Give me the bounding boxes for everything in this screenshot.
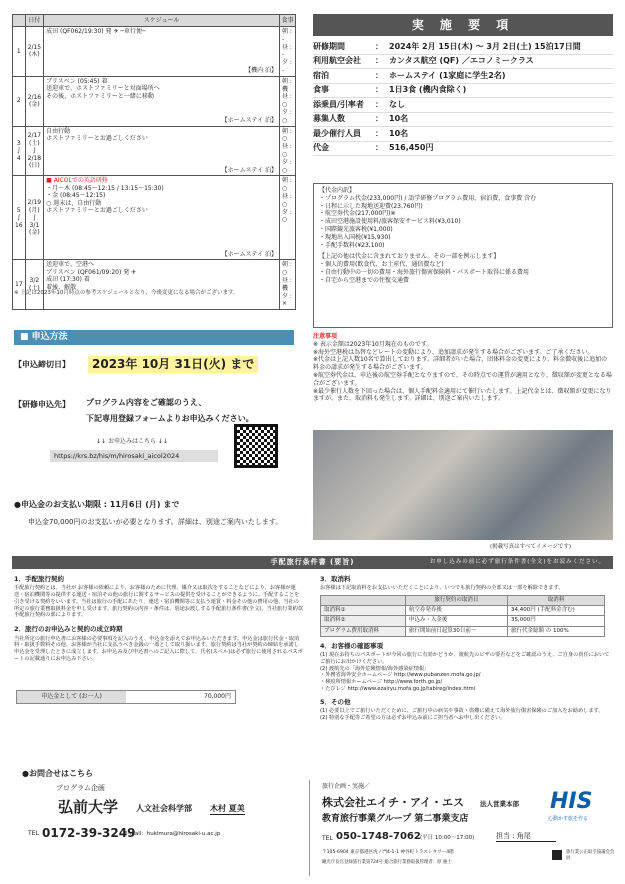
contact-header: ●お問合せはこちら [22, 769, 93, 778]
cancel-cell: 申込み・入金後 [405, 616, 507, 626]
deadline-label: 【申込締切日】 [14, 360, 70, 369]
schedule-line: 成田 (17:30) 着 [46, 276, 90, 284]
meal: 夕 : ○ [282, 108, 292, 124]
apply-text-1: プログラム内容をご確認のうえ、 [86, 398, 207, 407]
col-no [13, 15, 26, 27]
overview-value: 1日3食 (機内食除く) [389, 85, 467, 95]
his-logo: HIS [550, 789, 593, 814]
overview-key: 利用航空会社 [313, 56, 361, 66]
payment-text: 申込金70,000円のお支払いが必要となります。詳細は、別途ご案内いたします。 [28, 518, 283, 526]
cancel-cell: 34,400円 (手配料金含む) [507, 606, 604, 616]
colon: ： [375, 143, 383, 153]
cancel-table [320, 595, 605, 637]
row-meals [280, 27, 296, 77]
divider [309, 780, 310, 876]
schedule-row [13, 76, 296, 126]
meal: 夕 : - [282, 59, 292, 74]
email[interactable]: E-mail：hukimura@hirosaki-u.ac.jp [124, 831, 221, 837]
cancel-cell: 旅行開始前日起算30日前～ [405, 626, 507, 636]
overview-row [313, 69, 613, 84]
classroom-photo [313, 430, 613, 540]
faculty: 人文社会科学部 [136, 804, 192, 813]
agency-tel[interactable]: 050-1748-7062 [336, 831, 421, 842]
link-label: ↓↓ お申込みはこちら ↓↓ [96, 438, 168, 445]
note-item: ※海外空港税は為替などレートの変動により、追加請求が発生する場合がございます。ご了承ください。 [313, 348, 594, 356]
hotel-label: 【ホームステイ 泊】 [221, 250, 277, 258]
row-no: 5 ∫ 16 [13, 176, 26, 260]
schedule-line: ・金 (08:45～12:15) [46, 192, 106, 200]
schedule-row [13, 176, 296, 260]
schedule-row [13, 260, 296, 310]
row-date: 2/19 (月) ∫ 3/1 (金) [25, 176, 43, 260]
schedule-line: ブリスベン (QF061/09:20) 発 ✈ [46, 268, 137, 276]
schedule-line: ・月～木 (08:45～12:15 / 13:15～15:30) [46, 184, 164, 192]
hotel-label: 【ホームステイ 泊】 [221, 166, 277, 174]
notes-title: 注意事項 [313, 333, 338, 340]
conditions-title: 手配旅行条件書 (要旨) [270, 558, 355, 566]
breakdown-item: ・プログラム代金(233,000円) / 語学研修プログラム費用、宿泊費、食事費 含む [319, 194, 537, 202]
meal: 昼 : - [282, 43, 292, 59]
overview-key: 代金 [313, 143, 329, 153]
schedule-line: ホストファミリーとお過ごしください [46, 207, 148, 215]
tel[interactable]: 0172-39-3249 [42, 826, 136, 840]
note-item: ※最少催行人数を下回った場合は、個人手配料金適用にて催行いたします。上記代金とは、徴収額が変更になりますが、また、取消料も発生します。詳細は、別途ご案内いたします。 [313, 387, 612, 403]
contact-person: 担当 : 角尾 [496, 832, 556, 842]
s5-title: 5．その他 [320, 697, 351, 706]
cancel-cell: 取消料② [321, 616, 406, 626]
overview-rows [313, 40, 613, 156]
row-meals [280, 176, 296, 260]
agency-tel-label: TEL [322, 835, 333, 842]
meal: 昼 : ○ [282, 93, 292, 109]
notes [313, 333, 613, 403]
cancel-cell: 35,000円 [507, 616, 604, 626]
fee-label: 申込金として (お一人) [17, 691, 126, 703]
price-breakdown [313, 183, 613, 328]
s5-item: (1) 必要以上でご旅行いただくために、ご旅行中の病気や事故・盗難に備えて海外旅行傷害保険のご加入をお勧めします。 [320, 708, 604, 715]
jata-label: 旅行業公正取引協議会会員 [566, 850, 615, 861]
schedule-row [13, 27, 296, 77]
cancel-header: 取消料 [507, 596, 604, 606]
s4-item: (1) 現在お持ちのパスポートが今回の旅行に有効かどうか、渡航先のビザの要否などをご確認のうえ、ご自身の責任においてご旅行にお出かけください。 [320, 652, 610, 665]
excluded-item: ・自由行動中の一切の費用・海外旅行傷害保険料・パスポート取得に係る費用 [319, 268, 530, 276]
s4-item: ・検疫所情報ホームページ http://www.forth.go.jp/ [320, 679, 443, 686]
schedule-row [13, 126, 296, 176]
row-no: 17 [13, 260, 26, 310]
overview-row [313, 113, 613, 128]
hotel-label: 【機内 泊】 [245, 67, 277, 75]
breakdown-title: 【代金内訳】 [319, 187, 356, 194]
schedule-line: ブリスベン (05:45) 着 [46, 77, 108, 85]
cancel-header [321, 596, 406, 606]
breakdown-item: ・成田空港施設使用料/旅客保安サービス料(¥3,010) [319, 218, 461, 226]
conditions-bar [12, 556, 613, 569]
overview-row [313, 55, 613, 70]
university: 弘前大学 [58, 798, 119, 816]
photo-caption: (掲載写真はすべてイメージです) [490, 544, 572, 550]
schedule-table [12, 14, 296, 310]
overview-row [313, 98, 613, 113]
row-no: 1 [13, 27, 26, 77]
tel-label: TEL [28, 830, 39, 837]
s2-title: 2．旅行のお申込みと契約の成立時期 [14, 625, 123, 634]
meal: 朝 : 機 [282, 77, 292, 93]
apply-url[interactable]: https://krs.bz/his/m/hirosaki_aicol2024 [50, 450, 218, 462]
license: 観光庁長官登録旅行業第724号 総合旅行業務取扱管理者：原 慶士 [322, 860, 452, 865]
overview-key: 最少催行人員 [313, 128, 361, 138]
row-schedule [44, 76, 280, 126]
meal: 朝 : ○ [282, 261, 292, 277]
excluded-title: 【上記の他は代金に含まれておりません。その一部を例示します】 [319, 253, 500, 261]
apply-title: ■ 申込方法 [14, 330, 294, 345]
meal: 昼 : 機 [282, 276, 292, 292]
col-schedule: スケジュール [44, 15, 280, 27]
person: 木村 夏美 [210, 804, 245, 813]
cancel-cell: 旅行代金総額 の 100% [507, 626, 604, 636]
cancel-cell: 航空券発券後 [405, 606, 507, 616]
meal: 昼 : ○ [282, 192, 292, 208]
s3-title: 3．取消料 [320, 575, 351, 583]
row-date: 3/2 (土) [25, 260, 43, 310]
overview-key: 宿泊 [313, 70, 329, 80]
deadline: 2023年 10月 31日(火) まで [88, 356, 258, 373]
excluded-item: ・個人的費用(飲食代、お土産代、通信費など) [319, 261, 444, 269]
schedule-line: その後、ホストファミリーと一緒に移動 [46, 92, 154, 100]
fee-table [16, 690, 236, 704]
colon: ： [375, 85, 383, 95]
cancel-cell: 取消料① [321, 606, 406, 616]
payment-title: ●申込金のお支払い期限 : 11月6日 (月) まで [14, 500, 180, 509]
excluded-item: ・自宅から空港までの往復交通費 [319, 276, 410, 284]
overview-row [313, 142, 613, 157]
schedule-line: 成田 (QF062/19:30) 発 ✈ ─車行便─ [46, 28, 146, 35]
qr-code[interactable] [234, 424, 278, 468]
s5-item: (2) 特別な手配等ご希望の方は必ずお申込み前にご担当者へお申し出ください。 [320, 714, 506, 721]
cancel-row [321, 626, 605, 636]
hours: (平日 10:00～17:00) [420, 835, 475, 841]
s4-item: ・たびレジ http://www.ezairyu.mofa.go.jp/tabireg/index.html [320, 685, 476, 692]
hotel-label: 【ホームステイ 泊】 [221, 117, 277, 125]
cancel-row [321, 606, 605, 616]
apply-text-2: 下記専用登録フォームよりお申込みください。 [86, 414, 254, 423]
breakdown-item: ・日程に示した現地送迎費(23,760円) [319, 202, 423, 210]
row-meals [280, 76, 296, 126]
overview-row [313, 127, 613, 142]
schedule-line: 自由行動 [46, 127, 71, 135]
address: 〒105-6904 東京都港区虎ノ門4-1-1 神谷町トラストタワー4階 [322, 850, 454, 855]
cancel-cell: プログラム費用取消料 [321, 626, 406, 636]
meal: 昼 : ○ [282, 143, 292, 158]
s1-text: 手配旅行契約とは、当社が お客様の依頼により、お客様のために代理、媒介又は取次をすることなどにより、お客様が運送・宿泊機関等の提供する運送・宿泊その他の旅行に関するサービスの提供を受けることができるように、手配することを引き受ける契約をいいます。当社は旅行の手配にあたり、運送・宿泊機関等に支払う運賃・料金その他の費用の他、当社の所定の旅行業務取扱料金を申し受けます。旅行契約の内容・条件は、別途お渡しする手配旅行条件書(全文)、当社旅行業約款手配旅行契約の部によります。 [14, 585, 303, 619]
s2-text: 当社所定の旅行申込書にお客様の必要事項を記入のうえ、申込金を添えてお申込みいただきます。申込金は旅行代金・取消料・取扱手数料その他、お客様が当社に支払うべき金銭の一部として取り扱います。旅行契約は当社が契約の締結を承諾し申込金を受理したときに成立します。お申込み及び申込書へのご記入に際して、氏名(スペル)は必ず旅行に使用されるパスポートの記載通りにお申込み下さい。 [14, 635, 303, 662]
overview-key: 研修期間 [313, 41, 345, 51]
his-slogan: 心動かす旅を作る [548, 816, 589, 822]
col-meals: 食事 [280, 15, 296, 27]
schedule-line: 着後、解散 [46, 283, 77, 291]
meal: 夕 : × [282, 292, 292, 308]
agency-name: 株式会社エイチ・アイ・エス [322, 796, 465, 809]
s1-title: 1．手配旅行契約 [14, 575, 65, 583]
overview-value: 2024年 2月 15日(木) ～ 3月 2日(土) 15泊17日間 [389, 41, 581, 51]
colon: ： [375, 99, 383, 109]
cancel-header-row [321, 596, 605, 606]
cancel-header: 旅行契約の取消日 [405, 596, 507, 606]
note-item: ※ 表示金額は2023年10月現在のものです。 [313, 340, 433, 348]
apply-label: 【研修申込先】 [14, 400, 70, 409]
row-schedule [44, 126, 280, 176]
meal: 夕 : ○ [282, 208, 292, 224]
row-no: 2 [13, 76, 26, 126]
row-date: 2/16 (金) [25, 76, 43, 126]
breakdown-item: ・航空券代金(217,000円)※ [319, 210, 396, 218]
row-date: 2/15 (木) [25, 27, 43, 77]
s4-item: ・外務省海外安全ホームページ http://www.pubanzen.mofa.go.jp/ [320, 672, 481, 679]
s4-title: 4．お客様の確認事項 [320, 641, 384, 650]
schedule-note: ※ 上記は2023年10月時点の参考スケジュールとなり、今後変更になる場合がございます。 [14, 290, 239, 296]
meal: 朝 : ○ [282, 127, 292, 143]
overview-value: なし [389, 99, 405, 109]
colon: ： [375, 70, 383, 80]
schedule-line: 送迎車で、ホストファミリーと対面場所へ [46, 85, 160, 93]
colon: ： [375, 41, 383, 51]
agency-suffix: 法人営業本部 [480, 800, 519, 808]
row-no: 3 ∫ 4 [13, 126, 26, 176]
overview-value: カンタス航空 (QF) ／エコノミークラス [389, 56, 534, 66]
col-date: 日付 [25, 15, 43, 27]
fee-value: 70,000円 [204, 693, 231, 700]
conditions-right [320, 575, 613, 722]
agency-label: 旅行企画・実施／ [322, 783, 371, 790]
overview-row [313, 84, 613, 99]
note-item: ※代金は上記人数10名で算出しております。詳細者がいた場合、団体料金の変更により、料金徴収後に追加の料金の請求が発生する場合がございます。 [313, 356, 608, 372]
row-schedule [44, 176, 280, 260]
meal: 夕 : ○ [282, 158, 292, 174]
breakdown-item: ・手配手数料(¥23,100) [319, 241, 385, 249]
s4-item: (2) 渡航先の「海外危険情報/海外感染症情報」 [320, 665, 430, 672]
row-date: 2/17 (土) ∫ 2/18 (日) [25, 126, 43, 176]
meal: 朝 : - [282, 28, 292, 43]
overview-value: 10名 [389, 128, 409, 138]
jata-icon [552, 850, 562, 860]
overview-key: 添乗員/引率者 [313, 99, 364, 109]
schedule-line: ○ 週末は、自由行動 [46, 199, 102, 207]
note-item: ※航空券代金は、申込後の航空券手配となりますので、その時点での運賃が適用となり、徴収額が変更となる場合がございます。 [313, 371, 612, 387]
row-schedule [44, 27, 280, 77]
cancel-row [321, 616, 605, 626]
overview-value: ホームステイ (1家庭に学生2名) [389, 70, 506, 80]
colon: ： [375, 56, 383, 66]
overview-value: 516,450円 [389, 143, 434, 153]
schedule-line: ■ AICOLでの英語研修 [46, 177, 108, 185]
breakdown-item: ・現地出入国税(¥15,930) [319, 233, 391, 241]
schedule-line: ホストファミリーとお過ごしください [46, 135, 148, 143]
overview-key: 食事 [313, 85, 329, 95]
conditions-left [14, 575, 304, 663]
agency-dept: 教育旅行事業グループ 第二事業支店 [322, 814, 469, 824]
row-meals [280, 260, 296, 310]
overview-value: 10名 [389, 114, 409, 124]
overview-row [313, 40, 613, 55]
colon: ： [375, 114, 383, 124]
row-schedule [44, 260, 280, 310]
overview-title: 実 施 要 項 [313, 14, 613, 36]
conditions-subtitle: お申し込みの前に必ず旅行条件書(全文)をお読みください。 [429, 559, 605, 565]
overview-key: 募集人数 [313, 114, 345, 124]
row-meals [280, 126, 296, 176]
schedule-line: 送迎車で、空港へ [46, 261, 95, 269]
planning-label: プログラム企画 [56, 784, 105, 792]
s3-text: お客様は下記取消料をお支払いいただくことにより、いつでも旅行契約の全部又は一部を解除できます。 [320, 585, 564, 592]
meal: 朝 : ○ [282, 177, 292, 193]
apply-title-text: 申込方法 [31, 332, 68, 342]
breakdown-item: ・国際観光旅客税(¥1,000) [319, 225, 393, 233]
colon: ： [375, 128, 383, 138]
